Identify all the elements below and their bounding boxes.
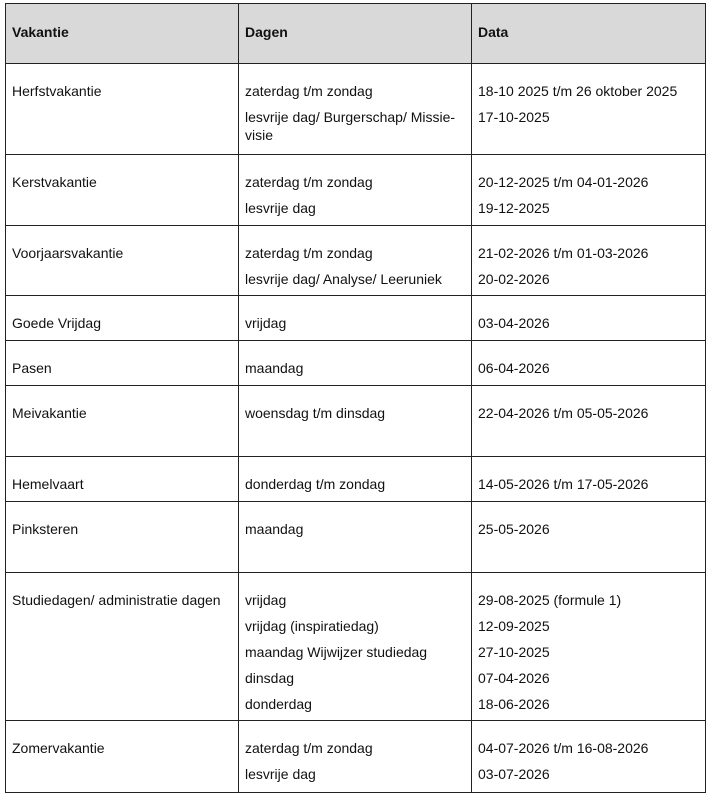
dagen-line: vrijdag	[245, 315, 287, 331]
date-line: 18-10 2025 t/m 26 oktober 2025	[478, 83, 678, 99]
date-line: 06-04-2026	[478, 360, 550, 376]
cell-dagen	[239, 573, 472, 721]
cell-vakantie	[6, 341, 239, 386]
header-dagen: Dagen	[239, 4, 472, 64]
date-line: 14-05-2026 t/m 17-05-2026	[478, 476, 649, 492]
dagen-line: lesvrije dag/ Analyse/ Leeruniek	[245, 271, 442, 287]
date-line: 22-04-2026 t/m 05-05-2026	[478, 405, 649, 421]
table-row	[6, 573, 706, 721]
cell-vakantie	[6, 155, 239, 226]
dagen-line: vrijdag	[245, 592, 287, 608]
date-line: 03-07-2026	[478, 766, 550, 782]
vakantie-label: Meivakantie	[12, 405, 87, 421]
cell-vakantie	[6, 386, 239, 457]
dagen-line: lesvrije dag	[245, 766, 316, 782]
dagen-line: dinsdag	[245, 670, 295, 686]
date-line: 21-02-2026 t/m 01-03-2026	[478, 245, 649, 261]
cell-data	[472, 155, 706, 226]
dagen-line: donderdag	[245, 696, 312, 712]
cell-vakantie	[6, 296, 239, 341]
cell-dagen	[239, 226, 472, 296]
date-line: 04-07-2026 t/m 16-08-2026	[478, 740, 649, 756]
cell-data	[472, 502, 706, 573]
cell-vakantie	[6, 721, 239, 793]
dagen-line: maandag Wijwijzer studiedag	[245, 644, 428, 660]
cell-dagen	[239, 502, 472, 573]
vakantie-label: Herfstvakantie	[12, 83, 102, 99]
vakantie-label: Voorjaarsvakantie	[12, 245, 124, 261]
cell-dagen	[239, 721, 472, 793]
cell-data	[472, 457, 706, 502]
date-line: 27-10-2025	[478, 644, 550, 660]
holiday-table	[5, 3, 706, 793]
header-vakantie: Vakantie	[6, 4, 239, 64]
cell-data	[472, 64, 706, 155]
vakantie-label: Kerstvakantie	[12, 174, 97, 190]
vakantie-label: Pinksteren	[12, 521, 79, 537]
cell-data	[472, 386, 706, 457]
vakantie-label: Zomervakantie	[12, 740, 105, 756]
cell-data	[472, 226, 706, 296]
table-row	[6, 296, 706, 341]
vakantie-label: Studiedagen/ administratie dagen	[12, 592, 221, 608]
date-line: 29-08-2025 (formule 1)	[478, 592, 622, 608]
vakantie-label: Goede Vrijdag	[12, 315, 101, 331]
cell-vakantie	[6, 64, 239, 155]
dagen-line: maandag	[245, 521, 304, 537]
table-row	[6, 64, 706, 155]
cell-vakantie	[6, 226, 239, 296]
date-line: 19-12-2025	[478, 200, 550, 216]
dagen-line: vrijdag (inspiratiedag)	[245, 618, 379, 634]
dagen-line: lesvrije dag/ Burgerschap/ Missie-visie	[245, 109, 456, 143]
table-row	[6, 457, 706, 502]
vakantie-label: Hemelvaart	[12, 476, 84, 492]
date-line: 07-04-2026	[478, 670, 550, 686]
cell-dagen	[239, 457, 472, 502]
cell-dagen	[239, 296, 472, 341]
cell-data	[472, 296, 706, 341]
date-line: 12-09-2025	[478, 618, 550, 634]
cell-vakantie	[6, 573, 239, 721]
table-row	[6, 721, 706, 793]
table-row	[6, 341, 706, 386]
dagen-line: woensdag t/m dinsdag	[245, 405, 386, 421]
cell-data	[472, 341, 706, 386]
dagen-line: lesvrije dag	[245, 200, 316, 216]
table-row	[6, 502, 706, 573]
cell-data	[472, 573, 706, 721]
cell-vakantie	[6, 457, 239, 502]
vakantie-label: Pasen	[12, 360, 52, 376]
cell-dagen	[239, 341, 472, 386]
header-data: Data	[472, 4, 706, 64]
dagen-line: zaterdag t/m zondag	[245, 740, 373, 756]
date-line: 18-06-2026	[478, 696, 550, 712]
cell-dagen	[239, 386, 472, 457]
table-row	[6, 155, 706, 226]
dagen-line: maandag	[245, 360, 304, 376]
cell-dagen	[239, 64, 472, 155]
dagen-line: zaterdag t/m zondag	[245, 83, 373, 99]
header-row	[6, 4, 706, 64]
date-line: 20-12-2025 t/m 04-01-2026	[478, 174, 649, 190]
dagen-line: donderdag t/m zondag	[245, 476, 386, 492]
table-row	[6, 226, 706, 296]
cell-dagen	[239, 155, 472, 226]
cell-vakantie	[6, 502, 239, 573]
date-line: 17-10-2025	[478, 109, 550, 125]
date-line: 20-02-2026	[478, 271, 550, 287]
cell-data	[472, 721, 706, 793]
table-row	[6, 386, 706, 457]
date-line: 25-05-2026	[478, 521, 550, 537]
dagen-line: zaterdag t/m zondag	[245, 245, 373, 261]
dagen-line: zaterdag t/m zondag	[245, 174, 373, 190]
date-line: 03-04-2026	[478, 315, 550, 331]
